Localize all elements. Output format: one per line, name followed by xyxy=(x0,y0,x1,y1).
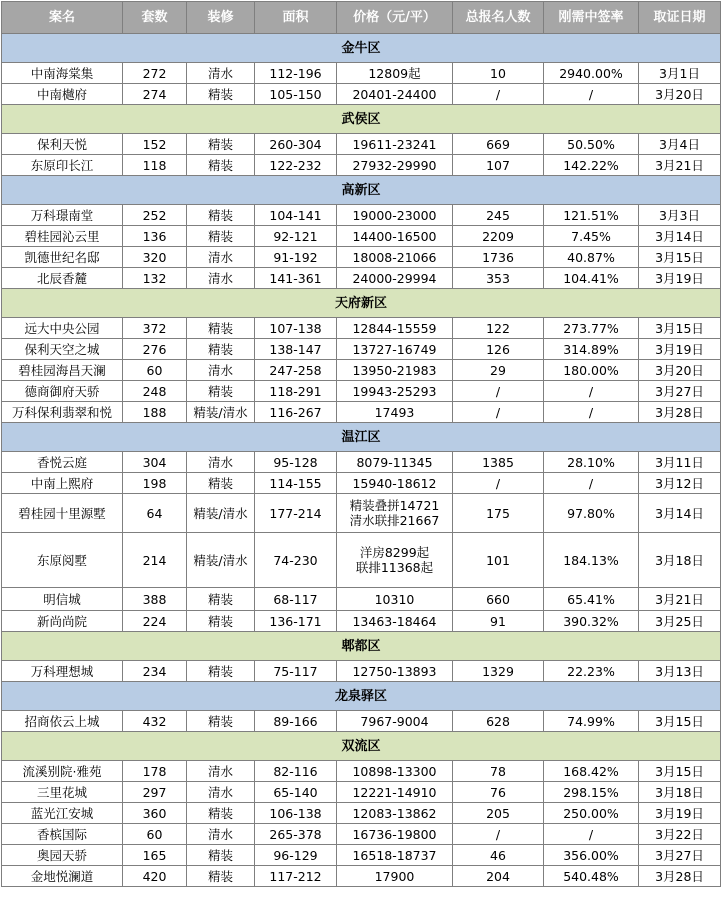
price-line-1: 洋房8299起 xyxy=(359,545,430,560)
win-rate-cell: 250.00% xyxy=(544,803,639,824)
table-row xyxy=(2,247,721,268)
project-table xyxy=(1,1,721,887)
area-cell: 75-117 xyxy=(255,661,337,682)
area-cell: 82-116 xyxy=(255,761,337,782)
price-cell: 12844-15559 xyxy=(337,318,453,339)
win-rate-cell: 7.45% xyxy=(544,226,639,247)
district-name: 温江区 xyxy=(2,423,721,452)
project-name-cell: 德商御府天骄 xyxy=(2,381,123,402)
project-name-cell: 碧桂园海昌天澜 xyxy=(2,360,123,381)
area-cell: 105-150 xyxy=(255,84,337,105)
project-name-cell: 明信城 xyxy=(2,588,123,611)
permit-date-cell: 3月27日 xyxy=(639,381,721,402)
table-row xyxy=(2,803,721,824)
permit-date-cell: 3月22日 xyxy=(639,824,721,845)
applicants-cell: 122 xyxy=(453,318,544,339)
area-cell: 74-230 xyxy=(255,533,337,588)
district-header-row xyxy=(2,732,721,761)
win-rate-cell: 184.13% xyxy=(544,533,639,588)
price-cell: 17493 xyxy=(337,402,453,423)
permit-date-cell: 3月15日 xyxy=(639,711,721,732)
applicants-cell: / xyxy=(453,402,544,423)
applicants-cell: / xyxy=(453,84,544,105)
applicants-cell: / xyxy=(453,473,544,494)
area-cell: 107-138 xyxy=(255,318,337,339)
units-cell: 274 xyxy=(123,84,187,105)
applicants-cell: 101 xyxy=(453,533,544,588)
header-name: 案名 xyxy=(2,2,123,34)
table-row xyxy=(2,339,721,360)
win-rate-cell: 540.48% xyxy=(544,866,639,887)
win-rate-cell: 142.22% xyxy=(544,155,639,176)
permit-date-cell: 3月20日 xyxy=(639,84,721,105)
price-cell: 18008-21066 xyxy=(337,247,453,268)
win-rate-cell: 314.89% xyxy=(544,339,639,360)
win-rate-cell: 180.00% xyxy=(544,360,639,381)
table-row xyxy=(2,268,721,289)
units-cell: 432 xyxy=(123,711,187,732)
decoration-cell: 精装 xyxy=(187,381,255,402)
project-name-cell: 远大中央公园 xyxy=(2,318,123,339)
district-name: 天府新区 xyxy=(2,289,721,318)
units-cell: 304 xyxy=(123,452,187,473)
table-row xyxy=(2,711,721,732)
permit-date-cell: 3月15日 xyxy=(639,247,721,268)
project-name-cell: 东原印长江 xyxy=(2,155,123,176)
applicants-cell: 1329 xyxy=(453,661,544,682)
header-applicants: 总报名人数 xyxy=(453,2,544,34)
win-rate-cell: / xyxy=(544,473,639,494)
table-row xyxy=(2,533,721,588)
permit-date-cell: 3月14日 xyxy=(639,226,721,247)
decoration-cell: 精装 xyxy=(187,588,255,611)
permit-date-cell: 3月25日 xyxy=(639,611,721,632)
price-cell: 19000-23000 xyxy=(337,205,453,226)
units-cell: 188 xyxy=(123,402,187,423)
applicants-cell: 628 xyxy=(453,711,544,732)
win-rate-cell: / xyxy=(544,381,639,402)
header-price: 价格（元/平） xyxy=(337,2,453,34)
area-cell: 112-196 xyxy=(255,63,337,84)
project-name-cell: 碧桂园沁云里 xyxy=(2,226,123,247)
applicants-cell: 78 xyxy=(453,761,544,782)
table-row xyxy=(2,611,721,632)
win-rate-cell: 168.42% xyxy=(544,761,639,782)
district-name: 龙泉驿区 xyxy=(2,682,721,711)
units-cell: 214 xyxy=(123,533,187,588)
applicants-cell: 204 xyxy=(453,866,544,887)
price-cell: 16518-18737 xyxy=(337,845,453,866)
units-cell: 118 xyxy=(123,155,187,176)
district-name: 双流区 xyxy=(2,732,721,761)
units-cell: 165 xyxy=(123,845,187,866)
permit-date-cell: 3月3日 xyxy=(639,205,721,226)
table-row xyxy=(2,381,721,402)
price-cell: 14400-16500 xyxy=(337,226,453,247)
applicants-cell: 2209 xyxy=(453,226,544,247)
district-header-row xyxy=(2,289,721,318)
decoration-cell: 清水 xyxy=(187,824,255,845)
project-name-cell: 中南上熙府 xyxy=(2,473,123,494)
table-row xyxy=(2,473,721,494)
decoration-cell: 精装/清水 xyxy=(187,494,255,533)
price-cell: 12221-14910 xyxy=(337,782,453,803)
units-cell: 234 xyxy=(123,661,187,682)
price-cell: 12083-13862 xyxy=(337,803,453,824)
price-cell xyxy=(337,533,453,588)
table-body xyxy=(2,34,721,887)
applicants-cell: 660 xyxy=(453,588,544,611)
units-cell: 60 xyxy=(123,824,187,845)
price-cell: 16736-19800 xyxy=(337,824,453,845)
applicants-cell: 669 xyxy=(453,134,544,155)
decoration-cell: 精装 xyxy=(187,155,255,176)
permit-date-cell: 3月1日 xyxy=(639,63,721,84)
decoration-cell: 精装 xyxy=(187,205,255,226)
project-name-cell: 凯德世纪名邸 xyxy=(2,247,123,268)
win-rate-cell: 356.00% xyxy=(544,845,639,866)
units-cell: 276 xyxy=(123,339,187,360)
price-cell: 13463-18464 xyxy=(337,611,453,632)
price-cell: 13727-16749 xyxy=(337,339,453,360)
decoration-cell: 精装 xyxy=(187,473,255,494)
project-name-cell: 碧桂园十里源墅 xyxy=(2,494,123,533)
table-row xyxy=(2,782,721,803)
units-cell: 198 xyxy=(123,473,187,494)
decoration-cell: 精装 xyxy=(187,134,255,155)
permit-date-cell: 3月20日 xyxy=(639,360,721,381)
decoration-cell: 精装 xyxy=(187,318,255,339)
area-cell: 95-128 xyxy=(255,452,337,473)
decoration-cell: 精装 xyxy=(187,711,255,732)
price-line-1: 精装叠拼14721 xyxy=(349,498,440,513)
units-cell: 248 xyxy=(123,381,187,402)
header-units: 套数 xyxy=(123,2,187,34)
price-cell: 10898-13300 xyxy=(337,761,453,782)
applicants-cell: 91 xyxy=(453,611,544,632)
area-cell: 92-121 xyxy=(255,226,337,247)
units-cell: 132 xyxy=(123,268,187,289)
permit-date-cell: 3月27日 xyxy=(639,845,721,866)
price-cell xyxy=(337,494,453,533)
units-cell: 320 xyxy=(123,247,187,268)
project-name-cell: 香悦云庭 xyxy=(2,452,123,473)
units-cell: 420 xyxy=(123,866,187,887)
permit-date-cell: 3月19日 xyxy=(639,268,721,289)
win-rate-cell: 97.80% xyxy=(544,494,639,533)
applicants-cell: 205 xyxy=(453,803,544,824)
area-cell: 138-147 xyxy=(255,339,337,360)
table-row xyxy=(2,824,721,845)
price-cell: 17900 xyxy=(337,866,453,887)
project-name-cell: 流溪别院·雅苑 xyxy=(2,761,123,782)
price-cell: 19943-25293 xyxy=(337,381,453,402)
price-cell: 13950-21983 xyxy=(337,360,453,381)
project-name-cell: 金地悦澜道 xyxy=(2,866,123,887)
project-name-cell: 蓝光江安城 xyxy=(2,803,123,824)
area-cell: 96-129 xyxy=(255,845,337,866)
district-header-row xyxy=(2,34,721,63)
win-rate-cell: 74.99% xyxy=(544,711,639,732)
project-name-cell: 招商依云上城 xyxy=(2,711,123,732)
units-cell: 360 xyxy=(123,803,187,824)
units-cell: 388 xyxy=(123,588,187,611)
header-area: 面积 xyxy=(255,2,337,34)
price-cell: 19611-23241 xyxy=(337,134,453,155)
win-rate-cell: 298.15% xyxy=(544,782,639,803)
area-cell: 91-192 xyxy=(255,247,337,268)
table-row xyxy=(2,588,721,611)
permit-date-cell: 3月18日 xyxy=(639,782,721,803)
table-row xyxy=(2,63,721,84)
win-rate-cell: 40.87% xyxy=(544,247,639,268)
win-rate-cell: / xyxy=(544,84,639,105)
price-cell: 10310 xyxy=(337,588,453,611)
win-rate-cell: / xyxy=(544,402,639,423)
price-cell: 7967-9004 xyxy=(337,711,453,732)
permit-date-cell: 3月11日 xyxy=(639,452,721,473)
project-name-cell: 万科璟南堂 xyxy=(2,205,123,226)
win-rate-cell: 104.41% xyxy=(544,268,639,289)
area-cell: 260-304 xyxy=(255,134,337,155)
decoration-cell: 清水 xyxy=(187,360,255,381)
decoration-cell: 精装/清水 xyxy=(187,533,255,588)
table-row xyxy=(2,84,721,105)
project-name-cell: 万科保利翡翠和悦 xyxy=(2,402,123,423)
win-rate-cell: 2940.00% xyxy=(544,63,639,84)
table-row xyxy=(2,761,721,782)
permit-date-cell: 3月19日 xyxy=(639,803,721,824)
applicants-cell: 126 xyxy=(453,339,544,360)
district-name: 郫都区 xyxy=(2,632,721,661)
area-cell: 117-212 xyxy=(255,866,337,887)
permit-date-cell: 3月4日 xyxy=(639,134,721,155)
header-permit-date: 取证日期 xyxy=(639,2,721,34)
area-cell: 247-258 xyxy=(255,360,337,381)
area-cell: 136-171 xyxy=(255,611,337,632)
win-rate-cell: 65.41% xyxy=(544,588,639,611)
applicants-cell: 175 xyxy=(453,494,544,533)
decoration-cell: 清水 xyxy=(187,782,255,803)
table-row xyxy=(2,360,721,381)
price-line-2: 联排11368起 xyxy=(355,560,434,575)
table-row xyxy=(2,866,721,887)
units-cell: 272 xyxy=(123,63,187,84)
permit-date-cell: 3月21日 xyxy=(639,588,721,611)
permit-date-cell: 3月13日 xyxy=(639,661,721,682)
decoration-cell: 清水 xyxy=(187,452,255,473)
decoration-cell: 精装 xyxy=(187,866,255,887)
decoration-cell: 精装 xyxy=(187,845,255,866)
district-header-row xyxy=(2,105,721,134)
district-header-row xyxy=(2,682,721,711)
decoration-cell: 精装/清水 xyxy=(187,402,255,423)
district-header-row xyxy=(2,632,721,661)
area-cell: 68-117 xyxy=(255,588,337,611)
area-cell: 89-166 xyxy=(255,711,337,732)
units-cell: 60 xyxy=(123,360,187,381)
table-row xyxy=(2,226,721,247)
applicants-cell: 245 xyxy=(453,205,544,226)
area-cell: 114-155 xyxy=(255,473,337,494)
win-rate-cell: / xyxy=(544,824,639,845)
applicants-cell: 76 xyxy=(453,782,544,803)
table-row xyxy=(2,452,721,473)
project-name-cell: 保利天空之城 xyxy=(2,339,123,360)
table-row xyxy=(2,134,721,155)
project-name-cell: 三里花城 xyxy=(2,782,123,803)
price-cell: 27932-29990 xyxy=(337,155,453,176)
header-decoration: 装修 xyxy=(187,2,255,34)
project-name-cell: 保利天悦 xyxy=(2,134,123,155)
project-name-cell: 奥园天骄 xyxy=(2,845,123,866)
applicants-cell: 10 xyxy=(453,63,544,84)
permit-date-cell: 3月28日 xyxy=(639,866,721,887)
decoration-cell: 精装 xyxy=(187,803,255,824)
area-cell: 116-267 xyxy=(255,402,337,423)
permit-date-cell: 3月18日 xyxy=(639,533,721,588)
price-cell: 12809起 xyxy=(337,63,453,84)
table-row xyxy=(2,402,721,423)
area-cell: 118-291 xyxy=(255,381,337,402)
area-cell: 122-232 xyxy=(255,155,337,176)
decoration-cell: 精装 xyxy=(187,84,255,105)
district-header-row xyxy=(2,423,721,452)
table-row xyxy=(2,661,721,682)
table-row xyxy=(2,318,721,339)
permit-date-cell: 3月21日 xyxy=(639,155,721,176)
decoration-cell: 精装 xyxy=(187,661,255,682)
table-row xyxy=(2,494,721,533)
applicants-cell: 29 xyxy=(453,360,544,381)
header-row xyxy=(2,2,721,34)
price-cell: 20401-24400 xyxy=(337,84,453,105)
project-name-cell: 万科理想城 xyxy=(2,661,123,682)
project-name-cell: 北辰香麓 xyxy=(2,268,123,289)
table-row xyxy=(2,155,721,176)
permit-date-cell: 3月15日 xyxy=(639,318,721,339)
permit-date-cell: 3月12日 xyxy=(639,473,721,494)
decoration-cell: 精装 xyxy=(187,226,255,247)
applicants-cell: 46 xyxy=(453,845,544,866)
applicants-cell: 1736 xyxy=(453,247,544,268)
units-cell: 136 xyxy=(123,226,187,247)
area-cell: 141-361 xyxy=(255,268,337,289)
applicants-cell: / xyxy=(453,381,544,402)
units-cell: 152 xyxy=(123,134,187,155)
units-cell: 252 xyxy=(123,205,187,226)
decoration-cell: 清水 xyxy=(187,63,255,84)
applicants-cell: / xyxy=(453,824,544,845)
win-rate-cell: 28.10% xyxy=(544,452,639,473)
win-rate-cell: 50.50% xyxy=(544,134,639,155)
area-cell: 106-138 xyxy=(255,803,337,824)
price-cell: 8079-11345 xyxy=(337,452,453,473)
win-rate-cell: 273.77% xyxy=(544,318,639,339)
project-name-cell: 香槟国际 xyxy=(2,824,123,845)
permit-date-cell: 3月15日 xyxy=(639,761,721,782)
permit-date-cell: 3月28日 xyxy=(639,402,721,423)
win-rate-cell: 390.32% xyxy=(544,611,639,632)
decoration-cell: 精装 xyxy=(187,339,255,360)
decoration-cell: 清水 xyxy=(187,268,255,289)
area-cell: 65-140 xyxy=(255,782,337,803)
decoration-cell: 精装 xyxy=(187,611,255,632)
area-cell: 177-214 xyxy=(255,494,337,533)
district-header-row xyxy=(2,176,721,205)
units-cell: 224 xyxy=(123,611,187,632)
price-cell: 24000-29994 xyxy=(337,268,453,289)
permit-date-cell: 3月14日 xyxy=(639,494,721,533)
win-rate-cell: 121.51% xyxy=(544,205,639,226)
project-name-cell: 新尚尚院 xyxy=(2,611,123,632)
table-row xyxy=(2,205,721,226)
applicants-cell: 1385 xyxy=(453,452,544,473)
price-cell: 15940-18612 xyxy=(337,473,453,494)
header-win-rate: 刚需中签率 xyxy=(544,2,639,34)
applicants-cell: 107 xyxy=(453,155,544,176)
units-cell: 64 xyxy=(123,494,187,533)
area-cell: 104-141 xyxy=(255,205,337,226)
win-rate-cell: 22.23% xyxy=(544,661,639,682)
permit-date-cell: 3月19日 xyxy=(639,339,721,360)
units-cell: 297 xyxy=(123,782,187,803)
decoration-cell: 清水 xyxy=(187,247,255,268)
area-cell: 265-378 xyxy=(255,824,337,845)
units-cell: 178 xyxy=(123,761,187,782)
district-name: 武侯区 xyxy=(2,105,721,134)
district-name: 金牛区 xyxy=(2,34,721,63)
applicants-cell: 353 xyxy=(453,268,544,289)
units-cell: 372 xyxy=(123,318,187,339)
project-name-cell: 中南樾府 xyxy=(2,84,123,105)
table-row xyxy=(2,845,721,866)
project-name-cell: 中南海棠集 xyxy=(2,63,123,84)
project-name-cell: 东原阅墅 xyxy=(2,533,123,588)
decoration-cell: 清水 xyxy=(187,761,255,782)
price-cell: 12750-13893 xyxy=(337,661,453,682)
price-line-2: 清水联排21667 xyxy=(349,513,440,528)
district-name: 高新区 xyxy=(2,176,721,205)
